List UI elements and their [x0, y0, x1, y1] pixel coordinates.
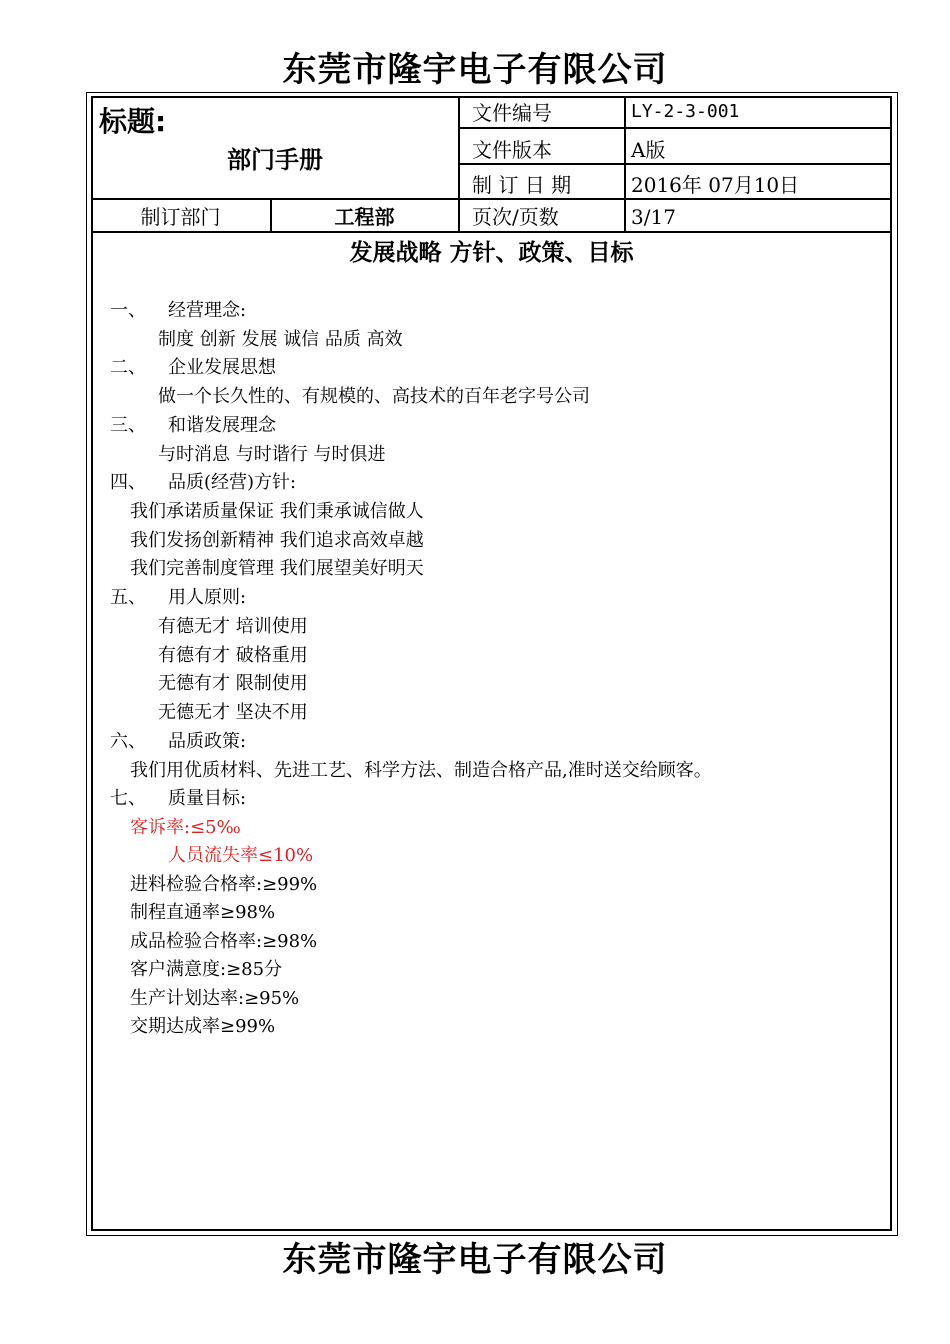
quality-target: 生产计划达率:≥95%	[130, 988, 300, 1009]
header-row-line-3	[91, 198, 892, 200]
section-text: 无德有才 限制使用	[158, 673, 308, 694]
quality-target: 客户满意度:≥85分	[130, 959, 283, 980]
page-label: 页次/页数	[472, 205, 559, 229]
page-value: 3/17	[631, 205, 676, 229]
quality-target: 成品检验合格率:≥98%	[130, 931, 318, 952]
company-name-header: 东莞市隆宇电子有限公司	[282, 50, 668, 90]
section-title: 品质(经营)方针:	[168, 472, 297, 493]
dept-value: 工程部	[334, 205, 395, 229]
section-title: 质量目标:	[168, 788, 247, 809]
version-label: 文件版本	[472, 138, 552, 162]
quality-target-highlight: 客诉率:≤5‰	[130, 817, 241, 838]
quality-target-highlight: 人员流失率≤10%	[168, 845, 314, 866]
section-text: 与时消息 与时谐行 与时俱进	[158, 444, 386, 465]
section-number: 一、	[110, 300, 146, 321]
section-text: 我们发扬创新精神 我们追求高效卓越	[130, 530, 424, 551]
section-number: 四、	[110, 472, 146, 493]
section-text: 有德无才 培训使用	[158, 616, 308, 637]
section-number: 五、	[110, 587, 146, 608]
section-title: 经营理念:	[168, 300, 247, 321]
section-text: 无德无才 坚决不用	[158, 702, 308, 723]
title-value: 部门手册	[227, 146, 323, 174]
date-value: 2016年 07月10日	[631, 173, 800, 197]
section-text: 制度 创新 发展 诚信 品质 高效	[158, 329, 403, 350]
version-value: A版	[631, 138, 666, 162]
section-text: 有德有才 破格重用	[158, 645, 308, 666]
quality-target: 制程直通率≥98%	[130, 902, 276, 923]
section-text: 我们承诺质量保证 我们秉承诚信做人	[130, 501, 424, 522]
quality-target: 进料检验合格率:≥99%	[130, 874, 318, 895]
section-title: 用人原则:	[168, 587, 247, 608]
title-label: 标题:	[99, 105, 167, 138]
section-number: 二、	[110, 357, 146, 378]
doc-no-label: 文件编号	[472, 101, 552, 125]
section-number: 三、	[110, 415, 146, 436]
section-text: 我们完善制度管理 我们展望美好明天	[130, 558, 424, 579]
section-text: 我们用优质材料、先进工艺、科学方法、制造合格产品,准时送交给顾客。	[130, 760, 712, 781]
dept-label: 制订部门	[140, 205, 221, 229]
section-text: 做一个长久性的、有规模的、高技术的百年老字号公司	[158, 386, 590, 407]
header-row-line-1	[458, 127, 892, 129]
section-number: 七、	[110, 788, 146, 809]
section-number: 六、	[110, 731, 146, 752]
company-name-footer: 东莞市隆宇电子有限公司	[282, 1240, 668, 1280]
date-label: 制 订 日 期	[472, 173, 572, 197]
doc-no-value: LY-2-3-001	[631, 101, 740, 122]
section-title: 和谐发展理念	[168, 415, 276, 436]
header-bottom-line	[91, 231, 892, 233]
quality-target: 交期达成率≥99%	[130, 1016, 276, 1037]
section-heading: 发展战略 方针、政策、目标	[349, 240, 634, 266]
section-title: 企业发展思想	[168, 357, 276, 378]
header-row-line-2	[458, 163, 892, 165]
section-title: 品质政策:	[168, 731, 247, 752]
